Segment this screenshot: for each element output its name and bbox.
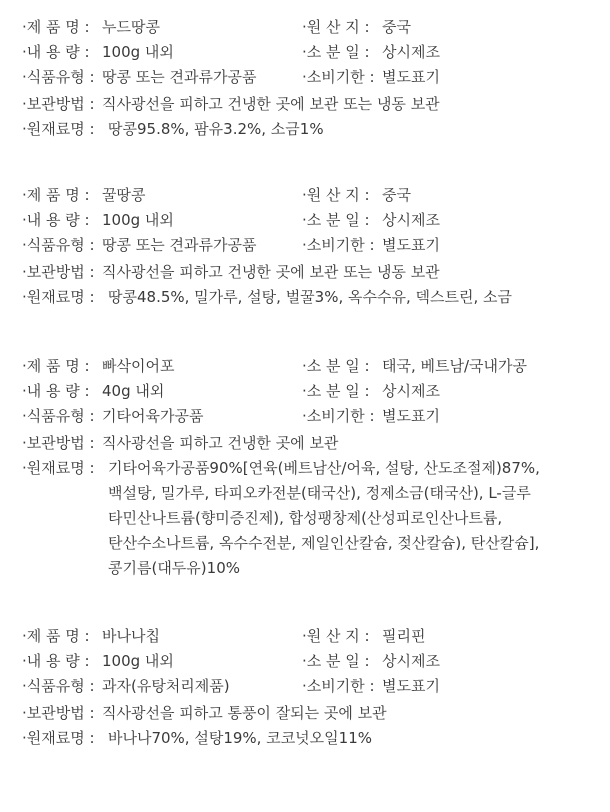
field-value: 40g 내외 (102, 382, 165, 400)
field-value: 별도표기 (382, 407, 440, 425)
ingredients-line: 타민산나트륨(향미증진제), 합성팽창제(산성피로인산나트륨, (108, 509, 503, 527)
field-label: ·원재료명 : (22, 729, 95, 747)
field-value: 기타어육가공품 (102, 407, 204, 425)
ingredients-line: 백설탕, 밀가루, 타피오카전분(태국산), 정제소금(태국산), L-글루 (108, 484, 531, 502)
field-label: ·식품유형 : (22, 68, 95, 86)
field-label: ·식품유형 : (22, 407, 95, 425)
ingredients-line: 기타어육가공품90%[연육(베트남산/어육, 설탕, 산도조절제)87%, (108, 459, 540, 477)
field-label: ·소 분 일 : (302, 43, 370, 61)
field-label: ·내 용 량 : (22, 652, 90, 670)
field-value: 별도표기 (382, 68, 440, 86)
info-row (0, 649, 610, 674)
field-label: ·식품유형 : (22, 236, 95, 254)
field-label: ·원 산 지 : (302, 18, 370, 36)
field-label: ·제 품 명 : (22, 186, 90, 204)
info-row (0, 624, 610, 649)
info-row (0, 674, 610, 699)
field-label: ·소비기한 : (302, 677, 375, 695)
field-label: ·소비기한 : (302, 407, 375, 425)
field-value: 땅콩 또는 견과류가공품 (102, 236, 257, 254)
field-value: 필리핀 (382, 627, 426, 645)
field-label: ·보관방법 : (22, 704, 95, 722)
ingredients-line: 탄산수소나트륨, 옥수수전분, 제일인산칼슘, 젖산칼슘), 탄산칼슘], (108, 534, 540, 552)
field-label: ·보관방법 : (22, 434, 95, 452)
storage-row (0, 701, 610, 726)
ingredients-line: 바나나70%, 설탕19%, 코코넛오일11% (108, 729, 372, 747)
ingredients-line: 땅콩48.5%, 밀가루, 설탕, 벌꿀3%, 옥수수유, 덱스트린, 소금 (108, 288, 512, 306)
field-label: ·원재료명 : (22, 288, 95, 306)
field-value: 상시제조 (382, 211, 440, 229)
ingredients-line: 땅콩95.8%, 팜유3.2%, 소금1% (108, 120, 324, 138)
field-value: 직사광선을 피하고 건냉한 곳에 보관 또는 냉동 보관 (102, 95, 440, 113)
field-value: 100g 내외 (102, 43, 174, 61)
storage-row (0, 260, 610, 285)
ingredients-row (0, 726, 610, 751)
field-label: ·원재료명 : (22, 120, 95, 138)
ingredients-line: 콩기름(대두유)10% (108, 559, 240, 577)
info-row (0, 65, 610, 90)
field-value: 상시제조 (382, 43, 440, 61)
field-label: ·소 분 일 : (302, 382, 370, 400)
field-value: 100g 내외 (102, 211, 174, 229)
field-label: ·소비기한 : (302, 68, 375, 86)
field-value: 빠삭이어포 (102, 357, 175, 375)
field-label: ·제 품 명 : (22, 627, 90, 645)
field-value: 직사광선을 피하고 건냉한 곳에 보관 (102, 434, 339, 452)
product-block-2 (0, 183, 610, 310)
field-label: ·소 분 일 : (302, 652, 370, 670)
info-row (0, 208, 610, 233)
field-value: 100g 내외 (102, 652, 174, 670)
info-row (0, 233, 610, 258)
storage-row (0, 431, 610, 456)
info-row (0, 354, 610, 379)
field-value: 상시제조 (382, 382, 440, 400)
field-label: ·내 용 량 : (22, 382, 90, 400)
field-value: 누드땅콩 (102, 18, 160, 36)
field-label: ·소 분 일 : (302, 211, 370, 229)
field-label: ·보관방법 : (22, 263, 95, 281)
field-label: ·식품유형 : (22, 677, 95, 695)
ingredients-row (0, 285, 610, 310)
ingredients-row (0, 117, 610, 142)
field-value: 별도표기 (382, 677, 440, 695)
field-label: ·소비기한 : (302, 236, 375, 254)
info-row (0, 183, 610, 208)
field-value: 직사광선을 피하고 건냉한 곳에 보관 또는 냉동 보관 (102, 263, 440, 281)
info-row (0, 15, 610, 40)
field-label: ·보관방법 : (22, 95, 95, 113)
field-label: ·제 품 명 : (22, 18, 90, 36)
field-value: 과자(유탕처리제품) (102, 677, 230, 695)
field-value: 상시제조 (382, 652, 440, 670)
field-label: ·내 용 량 : (22, 43, 90, 61)
field-label: ·원재료명 : (22, 459, 95, 477)
field-value: 중국 (382, 186, 411, 204)
info-row (0, 379, 610, 404)
product-block-4 (0, 624, 610, 751)
product-block-1 (0, 15, 610, 142)
field-value: 꿀땅콩 (102, 186, 146, 204)
field-value: 중국 (382, 18, 411, 36)
storage-row (0, 92, 610, 117)
field-value: 직사광선을 피하고 통풍이 잘되는 곳에 보관 (102, 704, 387, 722)
field-value: 땅콩 또는 견과류가공품 (102, 68, 257, 86)
info-row (0, 40, 610, 65)
field-label: ·원 산 지 : (302, 627, 370, 645)
field-label: ·내 용 량 : (22, 211, 90, 229)
field-value: 바나나칩 (102, 627, 160, 645)
field-label: ·원 산 지 : (302, 186, 370, 204)
field-label: ·제 품 명 : (22, 357, 90, 375)
field-value: 태국, 베트남/국내가공 (382, 357, 528, 375)
product-block-3 (0, 354, 610, 581)
info-row (0, 404, 610, 429)
field-label: ·소 분 일 : (302, 357, 370, 375)
ingredients-row (0, 456, 610, 581)
field-value: 별도표기 (382, 236, 440, 254)
